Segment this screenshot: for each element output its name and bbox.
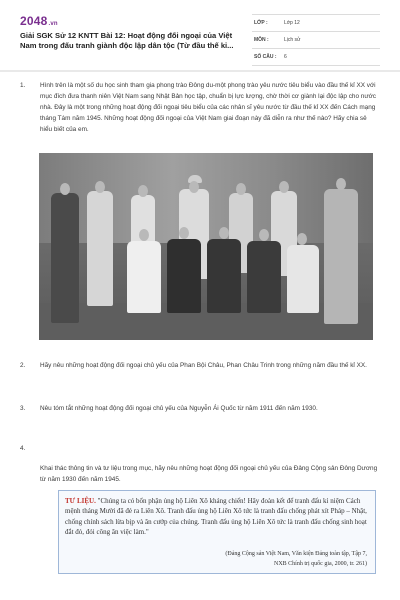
photo-face [297,233,307,245]
historical-photo [39,153,373,340]
photo-face [139,229,149,241]
photo-face [279,181,289,193]
question-text: Hình trên là một số du học sinh tham gia phong trào Đông du-một phong trào yêu nước tiêu biểu vào đầu thế kỉ XX với mục đích đưa thanh niên Việt Nam sang Nhật Bản học tập, chuẩn bị lực lượng, chờ thời cơ giành lại độc lập cho nước nhà. Đây là một trong những hoạt động đối ngoại tiêu biểu của các nhân sĩ yêu nước từ đầu thế kỉ XX đến Cách mạng tháng Tám năm 1945. Những hoạt động đối ngoại của Việt Nam giai đoạn này đã diễn ra như thế nào? Hãy chia sẻ hiểu biết của em. [40,82,377,133]
photo-figure [207,239,241,313]
question-number: 3. [20,405,26,412]
meta-table [252,14,380,66]
question-number: 1. [20,82,26,89]
photo-face [138,185,148,197]
photo-figure [127,241,161,313]
quote-label: TƯ LIỆU. [65,497,96,505]
meta-row-subject [252,32,380,49]
photo-face [179,227,189,239]
photo-face [219,227,229,239]
question-number: 4. [20,445,26,452]
photo-face [189,181,199,193]
quote-source-line-1: (Đảng Cộng sản Việt Nam, Văn kiện Đảng toàn tập, Tập 7, [225,551,367,557]
photo-figure [324,189,358,324]
logo-suffix: .vn [48,21,58,27]
photo-figure [287,245,319,313]
question-text: Khai thác thông tin và tư liệu trong mục, hãy nêu những hoạt động đối ngoại chủ yếu của Đảng Cộng sản Đông Dương từ năm 1930 đến năm 1945. [40,465,378,483]
photo-figure [87,191,113,306]
photo-face [95,181,105,193]
source-quote-box [58,490,376,574]
question-text: Hãy nêu những hoạt động đối ngoại chủ yếu của Phan Bội Châu, Phan Châu Trinh trong những năm đầu thế kỉ XX. [40,362,367,369]
question-2 [20,360,380,384]
meta-value: Lịch sử [284,37,301,43]
site-logo[interactable] [20,14,58,28]
photo-floor [39,303,373,340]
photo-figure [51,193,79,323]
header [0,0,400,68]
meta-row-grade [252,15,380,32]
question-4 [40,463,380,487]
question-1 [20,80,380,150]
question-4-number [20,443,380,455]
photo-face [60,183,70,195]
quote-source-line-2: NXB Chính trị quốc gia, 2000, tr. 261) [274,561,367,567]
quote-source [127,549,367,569]
question-3 [20,403,380,427]
photo-face [259,229,269,241]
document-title [20,31,242,51]
meta-value: 6 [284,54,287,60]
meta-value: Lớp 12 [284,20,300,26]
meta-label: LỚP : [254,20,268,26]
header-divider [0,70,400,72]
quote-text [65,496,369,538]
photo-face [336,178,346,190]
meta-label: SỐ CÂU : [254,54,277,60]
document-title-text: Giải SGK Sử 12 KNTT Bài 12: Hoạt động đối ngoại của Việt Nam trong đấu tranh giành độc lập dân tộc (Từ đầu thế kỉ... [20,31,234,50]
photo-figure [167,239,201,313]
quote-body: "Chúng ta có bổn phận ủng hộ Liên Xô kháng chiến! Hãy đoàn kết để tranh đấu kỉ niệm Cách mệnh tháng Mười đã đẻ ra Liên Xô. Tranh đấu ủng hộ Liên Xô tức là tranh đấu chống phát xít Pháp – Nhật, chống chính sách lừa bịp và ăn cướp của chúng. Tranh đấu ủng hộ Liên Xô tức là tranh đấu chống sinh hoạt đắt đỏ, đói công ăn việc làm." [65,497,367,537]
question-text: Nêu tóm tắt những hoạt động đối ngoại chủ yếu của Nguyễn Ái Quốc từ năm 1911 đến năm 1930. [40,405,318,412]
question-number: 2. [20,362,26,369]
logo-main: 2048 [20,14,48,28]
meta-label: MÔN : [254,37,269,43]
photo-figure [247,241,281,313]
photo-face [236,183,246,195]
meta-row-count [252,49,380,66]
